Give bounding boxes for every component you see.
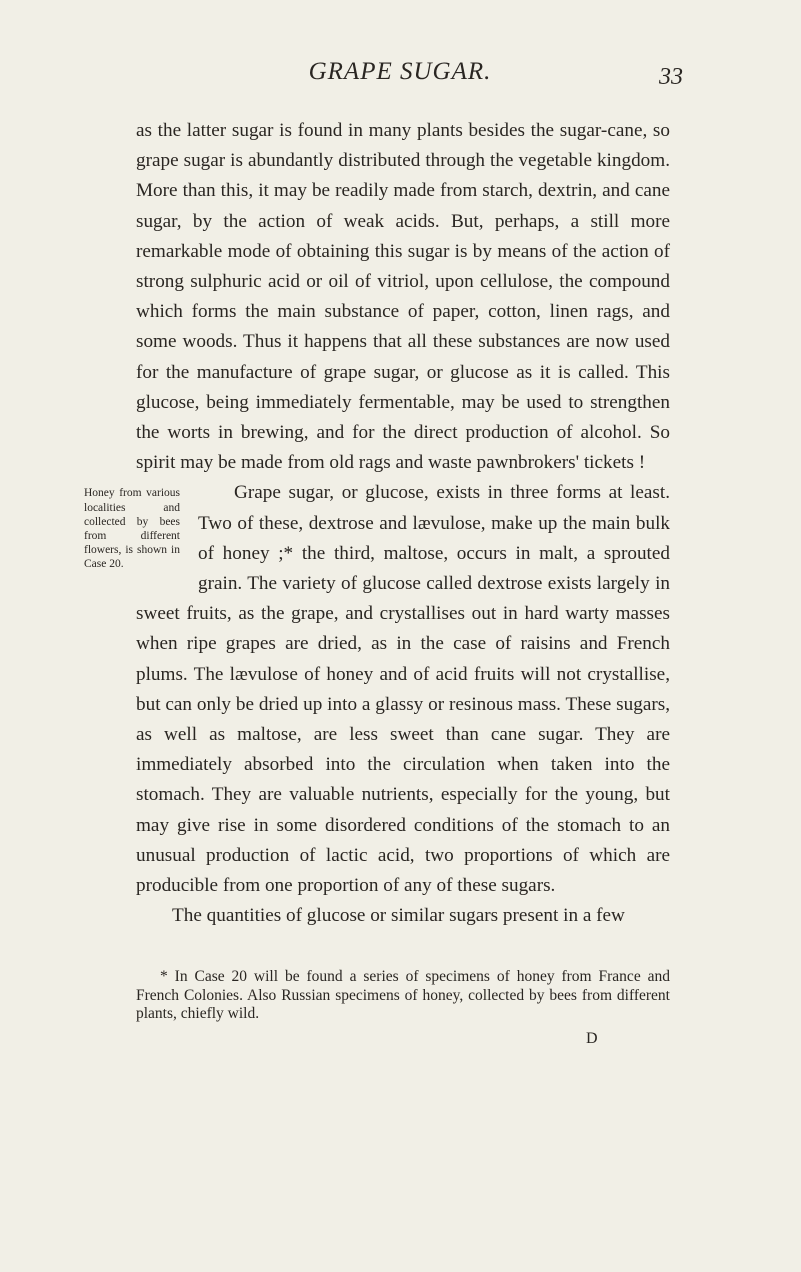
- paragraph-2-text: Grape sugar, or glucose, exists in three forms at least. Two of these, dextrose and lævulose, make up the main bulk of honey ;* the third, maltose, occurs in malt, a sprouted grain. The variety of glucose called dextrose exists largely in sweet fruits, as the grape, and crystallises out in hard warty masses when ripe grapes are dried, as in the case of raisins and French plums. The lævulose of honey and of acid fruits will not crystallise, but can only be dried up into a glassy or resinous mass. These sugars, as well as maltose, are less sweet than cane sugar. They are immediately absorbed into the circulation when taken into the stomach. They are valuable nutrients, especially for the young, but may give rise in some disordered conditions of the stomach to an unusual production of lactic acid, two proportions of which are producible from one proportion of any of these sugars.: [136, 482, 670, 897]
- running-title: GRAPE SUGAR.: [308, 58, 492, 85]
- paragraph-1: as the latter sugar is found in many plants besides the sugar-cane, so grape sugar is abundantly distributed through the vegetable kingdom. More than this, it may be readily made from starch, dextrin, and cane sugar, by the action of weak acids. But, perhaps, a still more remarkable mode of obtaining this sugar is by means of the action of strong sulphuric acid or oil of vitriol, upon cellulose, the compound which forms the main substance of paper, cotton, linen rags, and some woods. Thus it happens that all these substances are now used for the manufacture of grape sugar, or glucose as it is called. This glucose, being immediately fermentable, may be used to strengthen the worts in brewing, and for the direct production of alcohol. So spirit may be made from old rags and waste pawnbrokers' tickets !: [136, 120, 670, 474]
- body-text: [84, 116, 670, 931]
- paragraph-2: [84, 478, 670, 901]
- page-number: 33: [659, 64, 683, 90]
- footnote: [136, 968, 670, 1024]
- signature-mark: D: [586, 1030, 598, 1047]
- footnote-text: * In Case 20 will be found a series of specimens of honey from France and French Colonies. Also Russian specimens of honey, collected by bees from different plants, chiefly wild.: [136, 968, 670, 1022]
- margin-note: Honey from various localities and collected by bees from different flowers, is shown in Case 20.: [84, 487, 180, 571]
- paragraph-3: The quantities of glucose or similar sugars present in a few: [172, 905, 625, 927]
